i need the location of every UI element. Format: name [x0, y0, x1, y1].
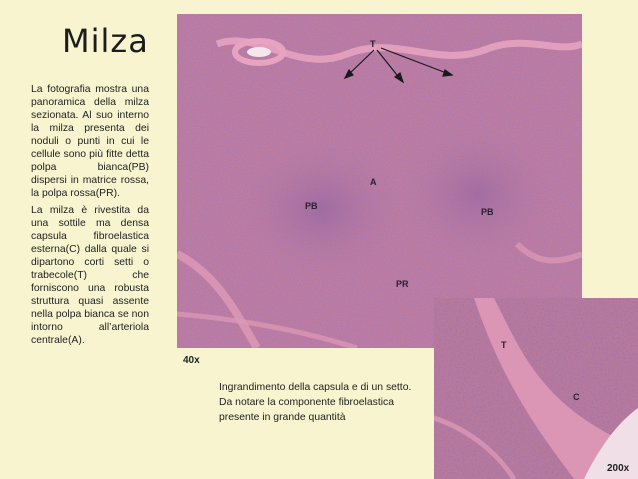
label-polpa-bianca-left: PB — [305, 201, 318, 211]
label-capsula: C — [573, 392, 580, 402]
magnification-40x: 40x — [183, 355, 200, 366]
label-arteriola-centrale: A — [370, 177, 377, 187]
label-polpa-rossa: PR — [396, 279, 409, 289]
label-trabecula-inset: T — [501, 340, 507, 350]
capsule-micrograph-200x — [434, 298, 638, 479]
label-polpa-bianca-right: PB — [481, 207, 494, 217]
slide-title: Milza — [62, 22, 149, 60]
paragraph-capsule: La milza è rivestita da una sottile ma densa capsula fibroelastica esterna(C) dalla quale si dipartono corti setti o trabecole(T) che forniscono una robusta struttura quasi assente nella polpa bianca se non intorno all’arteriola centrale(A). — [31, 205, 149, 346]
magnification-200x: 200x — [607, 463, 630, 474]
slide-body-text — [31, 83, 149, 351]
caption-text: Ingrandimento della capsula e di un setto. Da notare la componente fibroelastica presente in grande quantità — [219, 382, 412, 423]
label-trabecula: T — [370, 39, 376, 49]
inset-caption — [219, 380, 419, 425]
paragraph-overview: La fotografia mostra una panoramica della milza sezionata. Al suo interno la milza presenta dei noduli o punti in cui le cellule sono più fitte detta polpa bianca(PB) dispersi in matrice rossa, la polpa rossa(PR). — [31, 84, 149, 199]
